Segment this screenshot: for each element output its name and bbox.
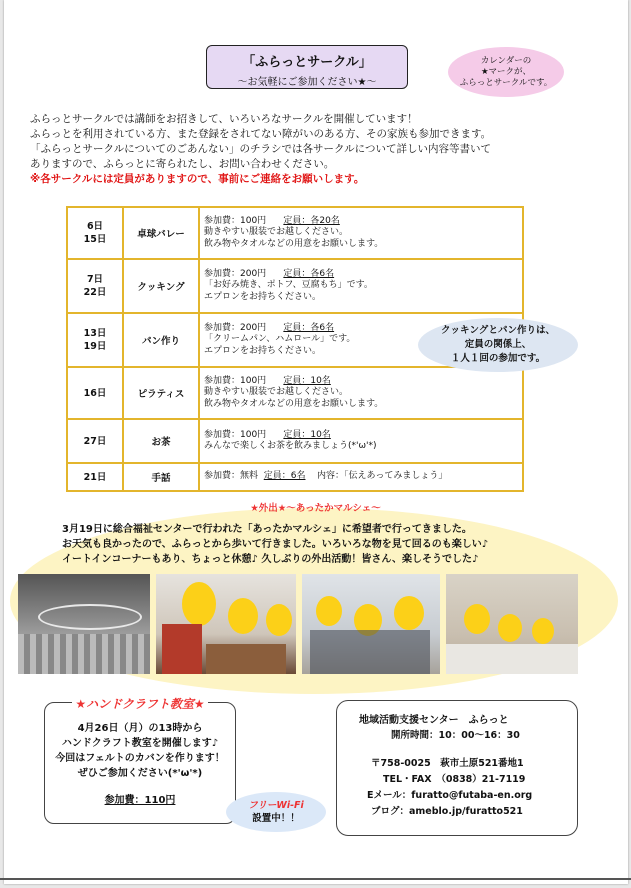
day-label: 15日 [83, 234, 107, 245]
note-line: 動きやすい服装でお越しください。 [204, 387, 349, 398]
page-title: 「ふらっとサークル」 [242, 55, 372, 70]
note-line: 「お好み焼き、ポトフ、豆腐もち」です。 [204, 280, 373, 291]
note-line: 動きやすい服装でお越しください。 [204, 227, 349, 238]
center-tel: TEL・FAX （0838）21-7119 [383, 774, 526, 785]
handcraft-line: ハンドクラフト教室を開催します♪ [61, 738, 219, 749]
handcraft-body [45, 721, 235, 781]
details-cell [199, 463, 523, 491]
day-label: 21日 [83, 471, 107, 483]
photo-market-stall [156, 574, 296, 674]
calendar-note-line: カレンダーの [480, 55, 532, 66]
photo-entrance [18, 574, 150, 674]
day-label: 27日 [83, 435, 107, 447]
circle-name: パン作り [123, 313, 199, 367]
wifi-status: 設置中！！ [252, 813, 300, 824]
capacity-text: 定員：各6名 [283, 322, 335, 333]
details-cell [199, 367, 523, 419]
capacity-text: 定員：10名 [283, 429, 331, 440]
details-cell [199, 419, 523, 463]
calendar-note-line: ふらっとサークルです。 [459, 77, 553, 88]
note-line: みんなで楽しくお茶を飲みましょう(*'ω'*) [204, 441, 377, 451]
note-line: 「クリームパン、ハムロール」です。 [204, 334, 356, 345]
capacity-text: 定員：各6名 [283, 268, 335, 279]
fee-text: 参加費：200円 [204, 322, 267, 333]
day-label: 22日 [83, 287, 107, 298]
handcraft-title [45, 695, 235, 712]
capacity-text: 定員：6名 [263, 471, 306, 482]
center-email[interactable]: Eメール：furatto@futaba-en.org [367, 790, 533, 801]
handcraft-line: ぜひご参加ください(*'ω'*) [77, 768, 203, 779]
photo-eat-in [446, 574, 578, 674]
marche-line: お天気も良かったので、ふらっとから歩いて行きました。いろいろな物を見て回るのも楽しい♪ [62, 539, 489, 550]
intro-line: 「ふらっとサークルについてのごあんない」のチラシでは各サークルについて詳しい内容等書いて [30, 143, 491, 155]
table-row [67, 259, 523, 313]
day-cell [67, 207, 123, 259]
note-line: 飲み物やタオルなどの用意をお願いします。 [204, 398, 384, 409]
intro-text [30, 112, 590, 187]
center-info-box [336, 700, 578, 836]
table-row [67, 463, 523, 491]
wifi-label: フリーWi-Fi [248, 800, 304, 811]
fee-text: 参加費：無料 [204, 471, 259, 482]
bubble-note-line: クッキングとパン作りは、 [441, 325, 555, 336]
day-cell [67, 313, 123, 367]
fee-text: 参加費：100円 [204, 215, 267, 226]
note-line: 飲み物やタオルなどの用意をお願いします。 [204, 238, 384, 249]
bottom-divider [0, 878, 631, 880]
table-row [67, 419, 523, 463]
marche-report [62, 522, 562, 567]
day-label: 13日 [83, 328, 107, 339]
details-cell [199, 207, 523, 259]
day-label: 16日 [83, 387, 107, 399]
day-label: 6日 [86, 221, 104, 232]
bubble-note-line: １人１回の参加です。 [450, 353, 546, 364]
note-line: エプロンをお持ちください。 [204, 291, 322, 302]
handcraft-title-text: ★ハンドクラフト教室★ [72, 697, 207, 711]
handcraft-fee: 参加費：110円 [104, 795, 176, 806]
content-text: 内容：「伝えあってみましょう」 [316, 471, 448, 482]
fee-text: 参加費：100円 [204, 429, 267, 440]
fee-text: 参加費：100円 [204, 375, 267, 386]
bubble-note-line: 定員の関係上、 [464, 339, 532, 350]
note-line: エプロンをお持ちください。 [204, 345, 322, 356]
capacity-warning: ※各サークルには定員がありますので、事前にご連絡をお願いします。 [30, 173, 365, 185]
day-label: 19日 [83, 341, 107, 352]
capacity-text: 定員：10名 [283, 375, 331, 386]
table-row [67, 207, 523, 259]
circle-name: 卓球バレー [123, 207, 199, 259]
circle-name: お茶 [123, 419, 199, 463]
wifi-bubble [226, 792, 326, 832]
intro-line: ありますので、ふらっとに寄られたし、お問い合わせください。 [30, 158, 335, 170]
cooking-bread-note-bubble [418, 318, 578, 372]
circle-name: クッキング [123, 259, 199, 313]
details-cell [199, 259, 523, 313]
marche-heading: ★外出★～あったかマルシェ～ [250, 503, 381, 514]
handcraft-box [44, 697, 236, 824]
circle-name: ピラティス [123, 367, 199, 419]
day-cell [67, 419, 123, 463]
center-address: 〒758-0025 萩市土原521番地1 [371, 758, 524, 769]
circle-name: 手話 [123, 463, 199, 491]
day-cell [67, 259, 123, 313]
table-row [67, 367, 523, 419]
handcraft-line: 4月26日（月）の13時から [77, 723, 203, 734]
day-label: 7日 [86, 274, 104, 285]
day-cell [67, 367, 123, 419]
day-cell [67, 463, 123, 491]
marche-line: 3月19日に総合福祉センターで行われた「あったかマルシェ」に希望者で行ってきました。 [62, 524, 472, 535]
fee-text: 参加費：200円 [204, 268, 267, 279]
capacity-text: 定員：各20名 [283, 215, 340, 226]
center-blog[interactable]: ブログ：ameblo.jp/furatto521 [371, 806, 523, 817]
page-subtitle: ～お気軽にご参加ください★～ [237, 77, 377, 88]
calendar-note-bubble [448, 47, 564, 97]
opening-hours: 開所時間：10：00～16：30 [391, 730, 520, 741]
center-name: 地域活動支援センター ふらっと [359, 715, 509, 726]
photo-venue-hall [302, 574, 440, 674]
marche-line: イートインコーナーもあり、ちょっと休憩♪ 久しぶりの外出活動！皆さん、楽しそうでした♪ [62, 554, 479, 565]
calendar-note-line: ★マークが、 [480, 66, 532, 77]
intro-line: ふらっとサークルでは講師をお招きして、いろいろなサークルを開催しています！ [30, 113, 418, 125]
handcraft-line: 今回はフェルトのカバンを作ります！ [55, 753, 225, 764]
title-box [206, 45, 408, 89]
intro-line: ふらっとを利用されている方、また登録をされてない障がいのある方、その家族も参加できます。 [30, 128, 492, 140]
